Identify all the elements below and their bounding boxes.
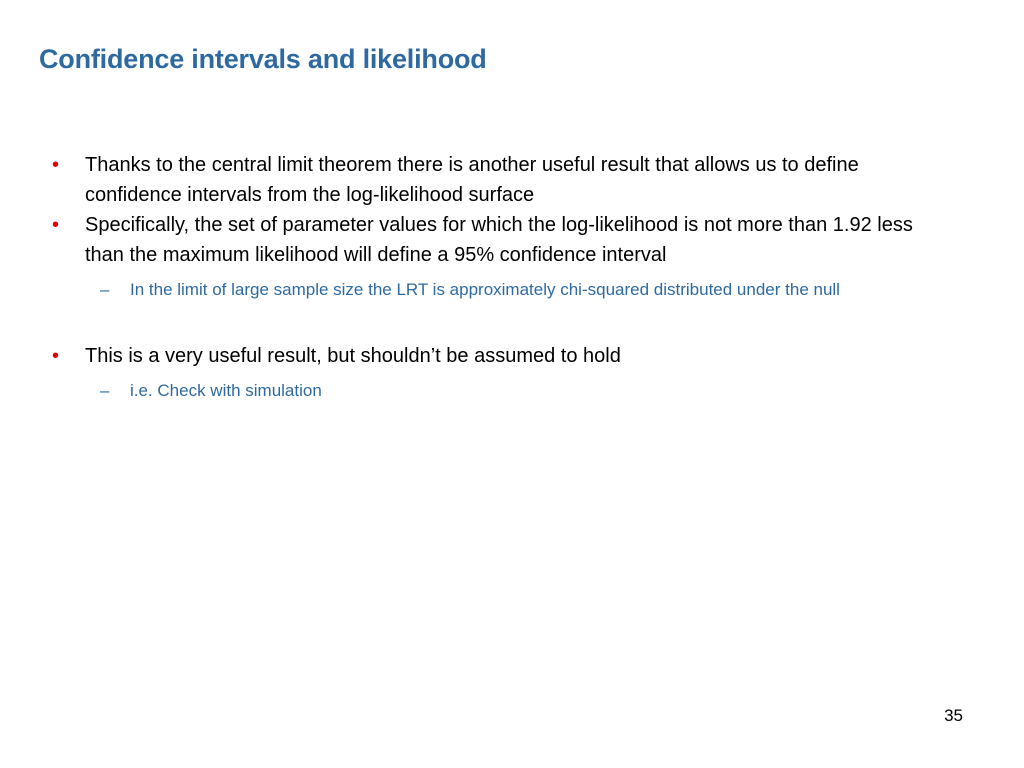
bullet-icon: • [52,154,60,176]
sub-bullet-item [52,276,952,303]
bullet-item [52,341,952,371]
sub-bullet-text: In the limit of large sample size the LRT is approximately chi-squared distributed under the null [130,280,840,299]
slide-content [52,150,952,404]
page-number: 35 [944,706,963,725]
dash-icon: – [100,381,110,400]
slide-title: Confidence intervals and likelihood [39,44,487,74]
sub-bullet-text: i.e. Check with simulation [130,381,322,400]
bullet-text: Specifically, the set of parameter values for which the log-likelihood is not more than 1.92 less than the maximum likelihood will define a 95% confidence interval [85,214,913,266]
bullet-text: Thanks to the central limit theorem there is another useful result that allows us to define confidence intervals from the log-likelihood surface [85,154,859,206]
sub-bullet-item [52,377,952,404]
bullet-icon: • [52,345,60,367]
bullet-icon: • [52,214,60,236]
bullet-text: This is a very useful result, but shouldn’t be assumed to hold [85,345,621,367]
bullet-item [52,210,952,270]
dash-icon: – [100,280,110,299]
bullet-item [52,150,952,210]
